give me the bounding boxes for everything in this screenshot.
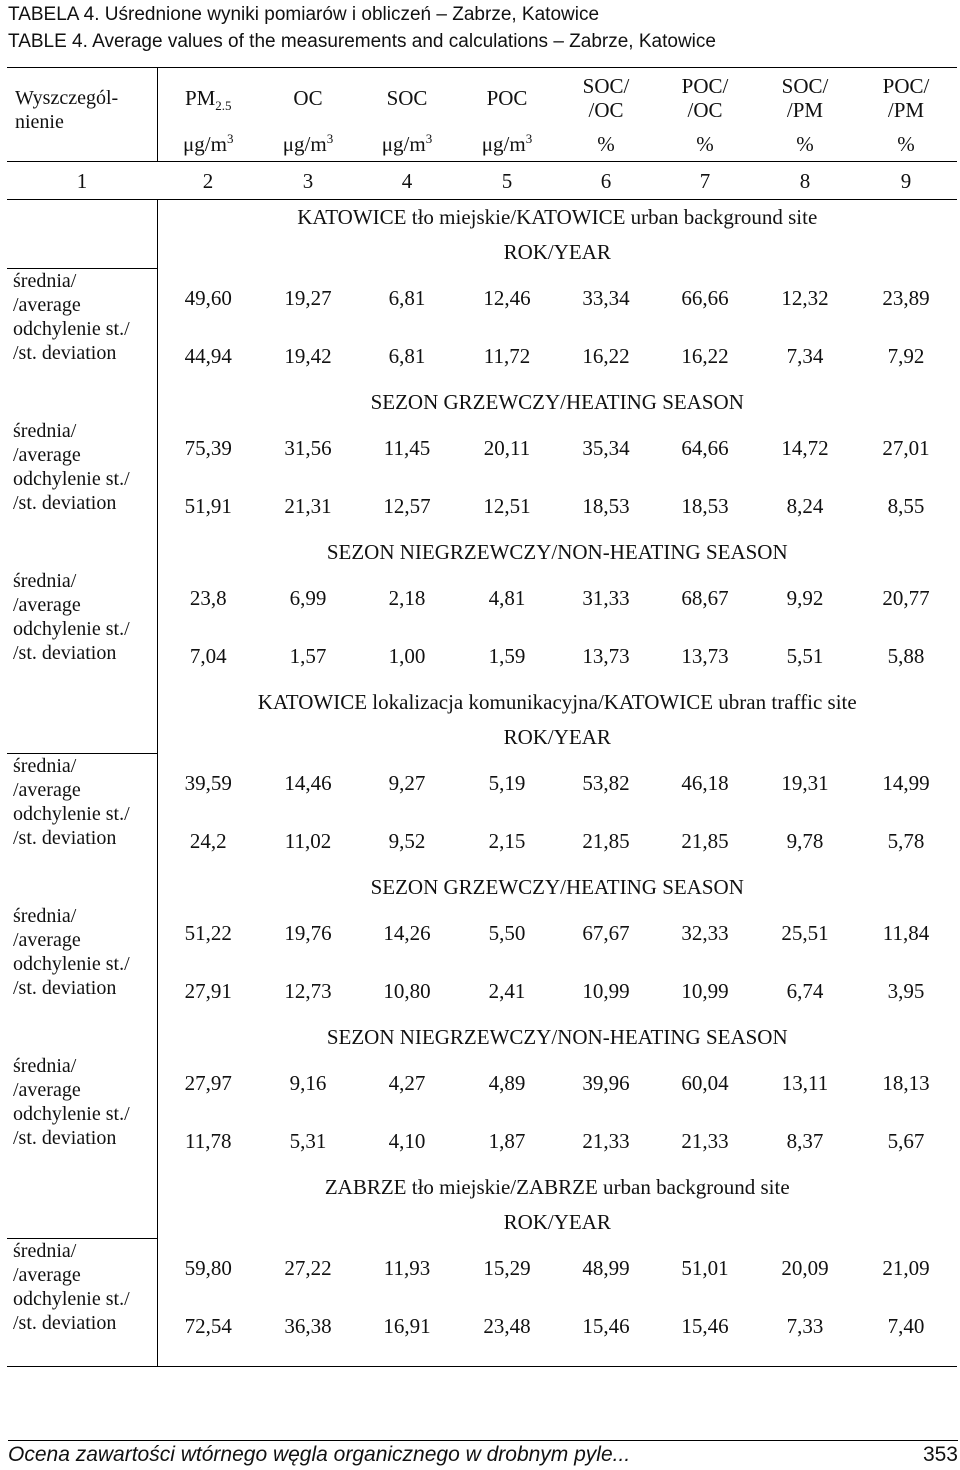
value-cell: 15,29 bbox=[483, 1255, 531, 1280]
column-number: 8 bbox=[755, 162, 855, 200]
column-number: 9 bbox=[855, 162, 957, 200]
average-row bbox=[7, 569, 957, 627]
value-cell: 12,73 bbox=[284, 978, 332, 1003]
value-cell: 24,2 bbox=[189, 828, 227, 853]
value-cell: 23,8 bbox=[189, 585, 227, 610]
std-dev-label: odchylenie st./ /st. deviation bbox=[13, 803, 130, 849]
value-cell: 21,33 bbox=[681, 1128, 729, 1153]
value-cell: 9,27 bbox=[388, 770, 426, 795]
value-cell: 4,10 bbox=[388, 1128, 426, 1153]
empty-cell bbox=[755, 1355, 855, 1367]
value-cell: 48,99 bbox=[582, 1255, 630, 1280]
average-label: średnia/ /average bbox=[13, 904, 81, 951]
value-cell: 14,46 bbox=[284, 770, 332, 795]
value-cell: 14,26 bbox=[383, 920, 431, 945]
period-title: ROK/YEAR bbox=[503, 724, 611, 749]
footer-title: Ocena zawartości wtórnego węgla organicznego w drobnym pyle... bbox=[8, 1443, 631, 1466]
column-number: 6 bbox=[557, 162, 655, 200]
empty-cell bbox=[357, 1355, 457, 1367]
value-cell: 12,57 bbox=[383, 493, 431, 518]
empty-stub bbox=[7, 1020, 157, 1054]
row-label-block bbox=[7, 419, 157, 535]
value-cell: 20,11 bbox=[483, 435, 531, 460]
value-cell: 11,72 bbox=[483, 343, 531, 368]
average-row bbox=[7, 419, 957, 477]
value-cell: 23,48 bbox=[483, 1313, 531, 1338]
average-row bbox=[7, 269, 957, 327]
value-cell: 15,46 bbox=[582, 1313, 630, 1338]
value-cell: 31,56 bbox=[284, 435, 332, 460]
col-header-pm25: $PM_{2.5}$ bbox=[157, 68, 259, 128]
value-cell: 27,91 bbox=[184, 978, 232, 1003]
std-dev-label: odchylenie st./ /st. deviation bbox=[13, 467, 130, 514]
period-title: ROK/YEAR bbox=[503, 1209, 611, 1234]
value-cell: 27,01 bbox=[882, 435, 930, 460]
period-title: SEZON GRZEWCZY/HEATING SEASON bbox=[370, 874, 744, 899]
value-cell: 19,76 bbox=[284, 920, 332, 945]
value-cell: 23,89 bbox=[882, 285, 930, 310]
value-cell: 16,22 bbox=[582, 343, 630, 368]
empty-stub bbox=[7, 200, 157, 235]
value-cell: 5,67 bbox=[887, 1128, 925, 1153]
section-row bbox=[7, 685, 957, 720]
unit-cell: $\mu g/m^3$ bbox=[357, 128, 457, 162]
unit-cell: $\mu g/m^3$ bbox=[259, 128, 357, 162]
value-cell: 51,91 bbox=[184, 493, 232, 518]
period-row bbox=[7, 1020, 957, 1054]
value-cell: 19,27 bbox=[284, 285, 332, 310]
row-label-block bbox=[7, 904, 157, 1020]
value-cell: 5,19 bbox=[488, 770, 526, 795]
empty-stub bbox=[7, 720, 157, 754]
row-label-block bbox=[7, 754, 157, 870]
std-dev-label: odchylenie st./ /st. deviation bbox=[13, 617, 130, 664]
average-row bbox=[7, 754, 957, 812]
empty-cell bbox=[157, 1355, 259, 1367]
value-cell: 20,77 bbox=[882, 585, 930, 610]
stub-header: Wyszczegól- nienie bbox=[7, 68, 157, 162]
value-cell: 11,93 bbox=[383, 1255, 431, 1280]
value-cell: 31,33 bbox=[582, 585, 630, 610]
value-cell: 6,74 bbox=[786, 978, 824, 1003]
value-cell: 44,94 bbox=[184, 343, 232, 368]
period-title: SEZON GRZEWCZY/HEATING SEASON bbox=[370, 389, 744, 414]
value-cell: 11,45 bbox=[383, 435, 431, 460]
section-title: KATOWICE lokalizacja komunikacyjna/KATOWICE ubran traffic site bbox=[257, 690, 857, 714]
empty-stub bbox=[7, 685, 157, 720]
value-cell: 14,99 bbox=[882, 770, 930, 795]
section-title: ZABRZE tło miejskie/ZABRZE urban background site bbox=[324, 1175, 790, 1199]
value-cell: 46,18 bbox=[681, 770, 729, 795]
value-cell: 14,72 bbox=[781, 435, 829, 460]
unit-cell: % bbox=[755, 128, 855, 162]
value-cell: 19,31 bbox=[781, 770, 829, 795]
std-dev-label: odchylenie st./ /st. deviation bbox=[13, 318, 130, 364]
period-title: ROK/YEAR bbox=[503, 239, 611, 264]
row-label-block bbox=[7, 569, 157, 685]
col-header-oc: OC bbox=[259, 68, 357, 128]
value-cell: 4,89 bbox=[488, 1070, 526, 1095]
value-cell: 1,00 bbox=[388, 643, 426, 668]
average-row bbox=[7, 904, 957, 962]
value-cell: 4,27 bbox=[388, 1070, 426, 1095]
value-cell: 75,39 bbox=[184, 435, 232, 460]
table-bottom bbox=[7, 1355, 957, 1367]
column-number: 1 bbox=[7, 162, 157, 200]
value-cell: 2,18 bbox=[388, 585, 426, 610]
row-label-block bbox=[7, 269, 157, 385]
empty-stub bbox=[7, 1355, 157, 1367]
value-cell: 9,92 bbox=[786, 585, 824, 610]
value-cell: 9,52 bbox=[388, 828, 426, 853]
section-row bbox=[7, 200, 957, 235]
unit-cell: % bbox=[557, 128, 655, 162]
value-cell: 6,99 bbox=[289, 585, 327, 610]
value-cell: 1,87 bbox=[488, 1128, 526, 1153]
value-cell: 51,22 bbox=[184, 920, 232, 945]
value-cell: 7,34 bbox=[786, 343, 824, 368]
average-label: średnia/ /average bbox=[13, 1240, 81, 1286]
value-cell: 8,55 bbox=[887, 493, 925, 518]
value-cell: 18,53 bbox=[681, 493, 729, 518]
value-cell: 7,33 bbox=[786, 1313, 824, 1338]
value-cell: 5,78 bbox=[887, 828, 925, 853]
col-header-poc-pm: POC/ /PM bbox=[855, 68, 957, 128]
row-label-block bbox=[7, 1239, 157, 1355]
value-cell: 5,31 bbox=[289, 1128, 327, 1153]
col-header-soc: SOC bbox=[357, 68, 457, 128]
value-cell: 7,04 bbox=[189, 643, 227, 668]
value-cell: 27,22 bbox=[284, 1255, 332, 1280]
column-number: 4 bbox=[357, 162, 457, 200]
page-number: 353 bbox=[922, 1443, 958, 1466]
value-cell: 11,84 bbox=[882, 920, 930, 945]
value-cell: 10,80 bbox=[383, 978, 431, 1003]
page-footer bbox=[8, 1440, 958, 1468]
value-cell: 7,92 bbox=[887, 343, 925, 368]
empty-cell bbox=[655, 1355, 755, 1367]
value-cell: 51,01 bbox=[681, 1255, 729, 1280]
value-cell: 11,78 bbox=[185, 1128, 232, 1153]
value-cell: 9,78 bbox=[786, 828, 824, 853]
value-cell: 12,51 bbox=[483, 493, 531, 518]
average-row bbox=[7, 1239, 957, 1297]
section-row bbox=[7, 1170, 957, 1205]
value-cell: 5,88 bbox=[887, 643, 925, 668]
value-cell: 2,15 bbox=[488, 828, 526, 853]
empty-stub bbox=[7, 235, 157, 269]
empty-stub bbox=[7, 1205, 157, 1239]
value-cell: 36,38 bbox=[284, 1313, 332, 1338]
empty-stub bbox=[7, 1170, 157, 1205]
table-caption bbox=[8, 1, 716, 55]
value-cell: 21,09 bbox=[882, 1255, 930, 1280]
period-row bbox=[7, 235, 957, 269]
value-cell: 53,82 bbox=[582, 770, 630, 795]
value-cell: 8,37 bbox=[786, 1128, 824, 1153]
value-cell: 64,66 bbox=[681, 435, 729, 460]
value-cell: 49,60 bbox=[184, 285, 232, 310]
std-dev-label: odchylenie st./ /st. deviation bbox=[13, 1288, 130, 1334]
value-cell: 5,51 bbox=[786, 643, 824, 668]
average-label: średnia/ /average bbox=[13, 569, 81, 616]
value-cell: 18,13 bbox=[882, 1070, 930, 1095]
value-cell: 21,85 bbox=[582, 828, 630, 853]
value-cell: 32,33 bbox=[681, 920, 729, 945]
empty-cell bbox=[457, 1355, 557, 1367]
value-cell: 11,02 bbox=[284, 828, 332, 853]
period-row bbox=[7, 385, 957, 419]
row-label-block bbox=[7, 1054, 157, 1170]
column-number: 2 bbox=[157, 162, 259, 200]
unit-cell: % bbox=[855, 128, 957, 162]
period-title: SEZON NIEGRZEWCZY/NON-HEATING SEASON bbox=[326, 1024, 788, 1049]
value-cell: 59,80 bbox=[184, 1255, 232, 1280]
empty-stub bbox=[7, 535, 157, 569]
unit-cell: $\mu g/m^3$ bbox=[157, 128, 259, 162]
empty-cell bbox=[259, 1355, 357, 1367]
value-cell: 6,81 bbox=[388, 343, 426, 368]
column-number: 3 bbox=[259, 162, 357, 200]
average-label: średnia/ /average bbox=[13, 1054, 81, 1101]
std-dev-label: odchylenie st./ /st. deviation bbox=[13, 1102, 130, 1149]
value-cell: 10,99 bbox=[582, 978, 630, 1003]
value-cell: 25,51 bbox=[781, 920, 829, 945]
value-cell: 13,73 bbox=[681, 643, 729, 668]
value-cell: 16,91 bbox=[383, 1313, 431, 1338]
value-cell: 2,41 bbox=[488, 978, 526, 1003]
empty-cell bbox=[557, 1355, 655, 1367]
value-cell: 6,81 bbox=[388, 285, 426, 310]
value-cell: 21,31 bbox=[284, 493, 332, 518]
value-cell: 72,54 bbox=[184, 1313, 232, 1338]
value-cell: 39,59 bbox=[184, 770, 232, 795]
value-cell: 18,53 bbox=[582, 493, 630, 518]
value-cell: 8,24 bbox=[786, 493, 824, 518]
value-cell: 3,95 bbox=[887, 978, 925, 1003]
value-cell: 1,59 bbox=[488, 643, 526, 668]
period-row bbox=[7, 870, 957, 904]
value-cell: 7,40 bbox=[887, 1313, 925, 1338]
average-row bbox=[7, 1054, 957, 1112]
value-cell: 12,32 bbox=[781, 285, 829, 310]
empty-cell bbox=[855, 1355, 957, 1367]
average-label: średnia/ /average bbox=[13, 419, 81, 466]
value-cell: 10,99 bbox=[681, 978, 729, 1003]
value-cell: 60,04 bbox=[681, 1070, 729, 1095]
col-header-soc-oc: SOC/ /OC bbox=[557, 68, 655, 128]
value-cell: 1,57 bbox=[289, 643, 327, 668]
value-cell: 19,42 bbox=[284, 343, 332, 368]
col-header-poc-oc: POC/ /OC bbox=[655, 68, 755, 128]
average-label: średnia/ /average bbox=[13, 755, 81, 801]
col-header-poc: POC bbox=[457, 68, 557, 128]
std-dev-label: odchylenie st./ /st. deviation bbox=[13, 952, 130, 999]
value-cell: 4,81 bbox=[488, 585, 526, 610]
col-header-soc-pm: SOC/ /PM bbox=[755, 68, 855, 128]
caption-english: TABLE 4. Average values of the measurements and calculations – Zabrze, Katowice bbox=[8, 31, 716, 52]
value-cell: 9,16 bbox=[289, 1070, 327, 1095]
period-title: SEZON NIEGRZEWCZY/NON-HEATING SEASON bbox=[326, 539, 788, 564]
empty-stub bbox=[7, 385, 157, 419]
value-cell: 21,33 bbox=[582, 1128, 630, 1153]
value-cell: 27,97 bbox=[184, 1070, 232, 1095]
value-cell: 66,66 bbox=[681, 285, 729, 310]
header-row-labels bbox=[7, 68, 957, 128]
value-cell: 5,50 bbox=[488, 920, 526, 945]
value-cell: 20,09 bbox=[781, 1255, 829, 1280]
section-title: KATOWICE tło miejskie/KATOWICE urban background site bbox=[297, 205, 818, 230]
value-cell: 16,22 bbox=[681, 343, 729, 368]
value-cell: 33,34 bbox=[582, 285, 630, 310]
value-cell: 13,73 bbox=[582, 643, 630, 668]
caption-polish: TABELA 4. Uśrednione wyniki pomiarów i obliczeń – Zabrze, Katowice bbox=[8, 4, 600, 25]
value-cell: 35,34 bbox=[582, 435, 630, 460]
column-number: 7 bbox=[655, 162, 755, 200]
value-cell: 12,46 bbox=[483, 285, 531, 310]
empty-stub bbox=[7, 870, 157, 904]
value-cell: 68,67 bbox=[681, 585, 729, 610]
unit-cell: $\mu g/m^3$ bbox=[457, 128, 557, 162]
results-table bbox=[7, 67, 957, 1367]
header-row-column-numbers bbox=[7, 162, 957, 200]
period-row bbox=[7, 720, 957, 754]
value-cell: 67,67 bbox=[582, 920, 630, 945]
value-cell: 39,96 bbox=[582, 1070, 630, 1095]
average-label: średnia/ /average bbox=[13, 270, 81, 316]
unit-cell: % bbox=[655, 128, 755, 162]
value-cell: 13,11 bbox=[781, 1070, 829, 1095]
period-row bbox=[7, 1205, 957, 1239]
value-cell: 21,85 bbox=[681, 828, 729, 853]
column-number: 5 bbox=[457, 162, 557, 200]
value-cell: 15,46 bbox=[681, 1313, 729, 1338]
period-row bbox=[7, 535, 957, 569]
